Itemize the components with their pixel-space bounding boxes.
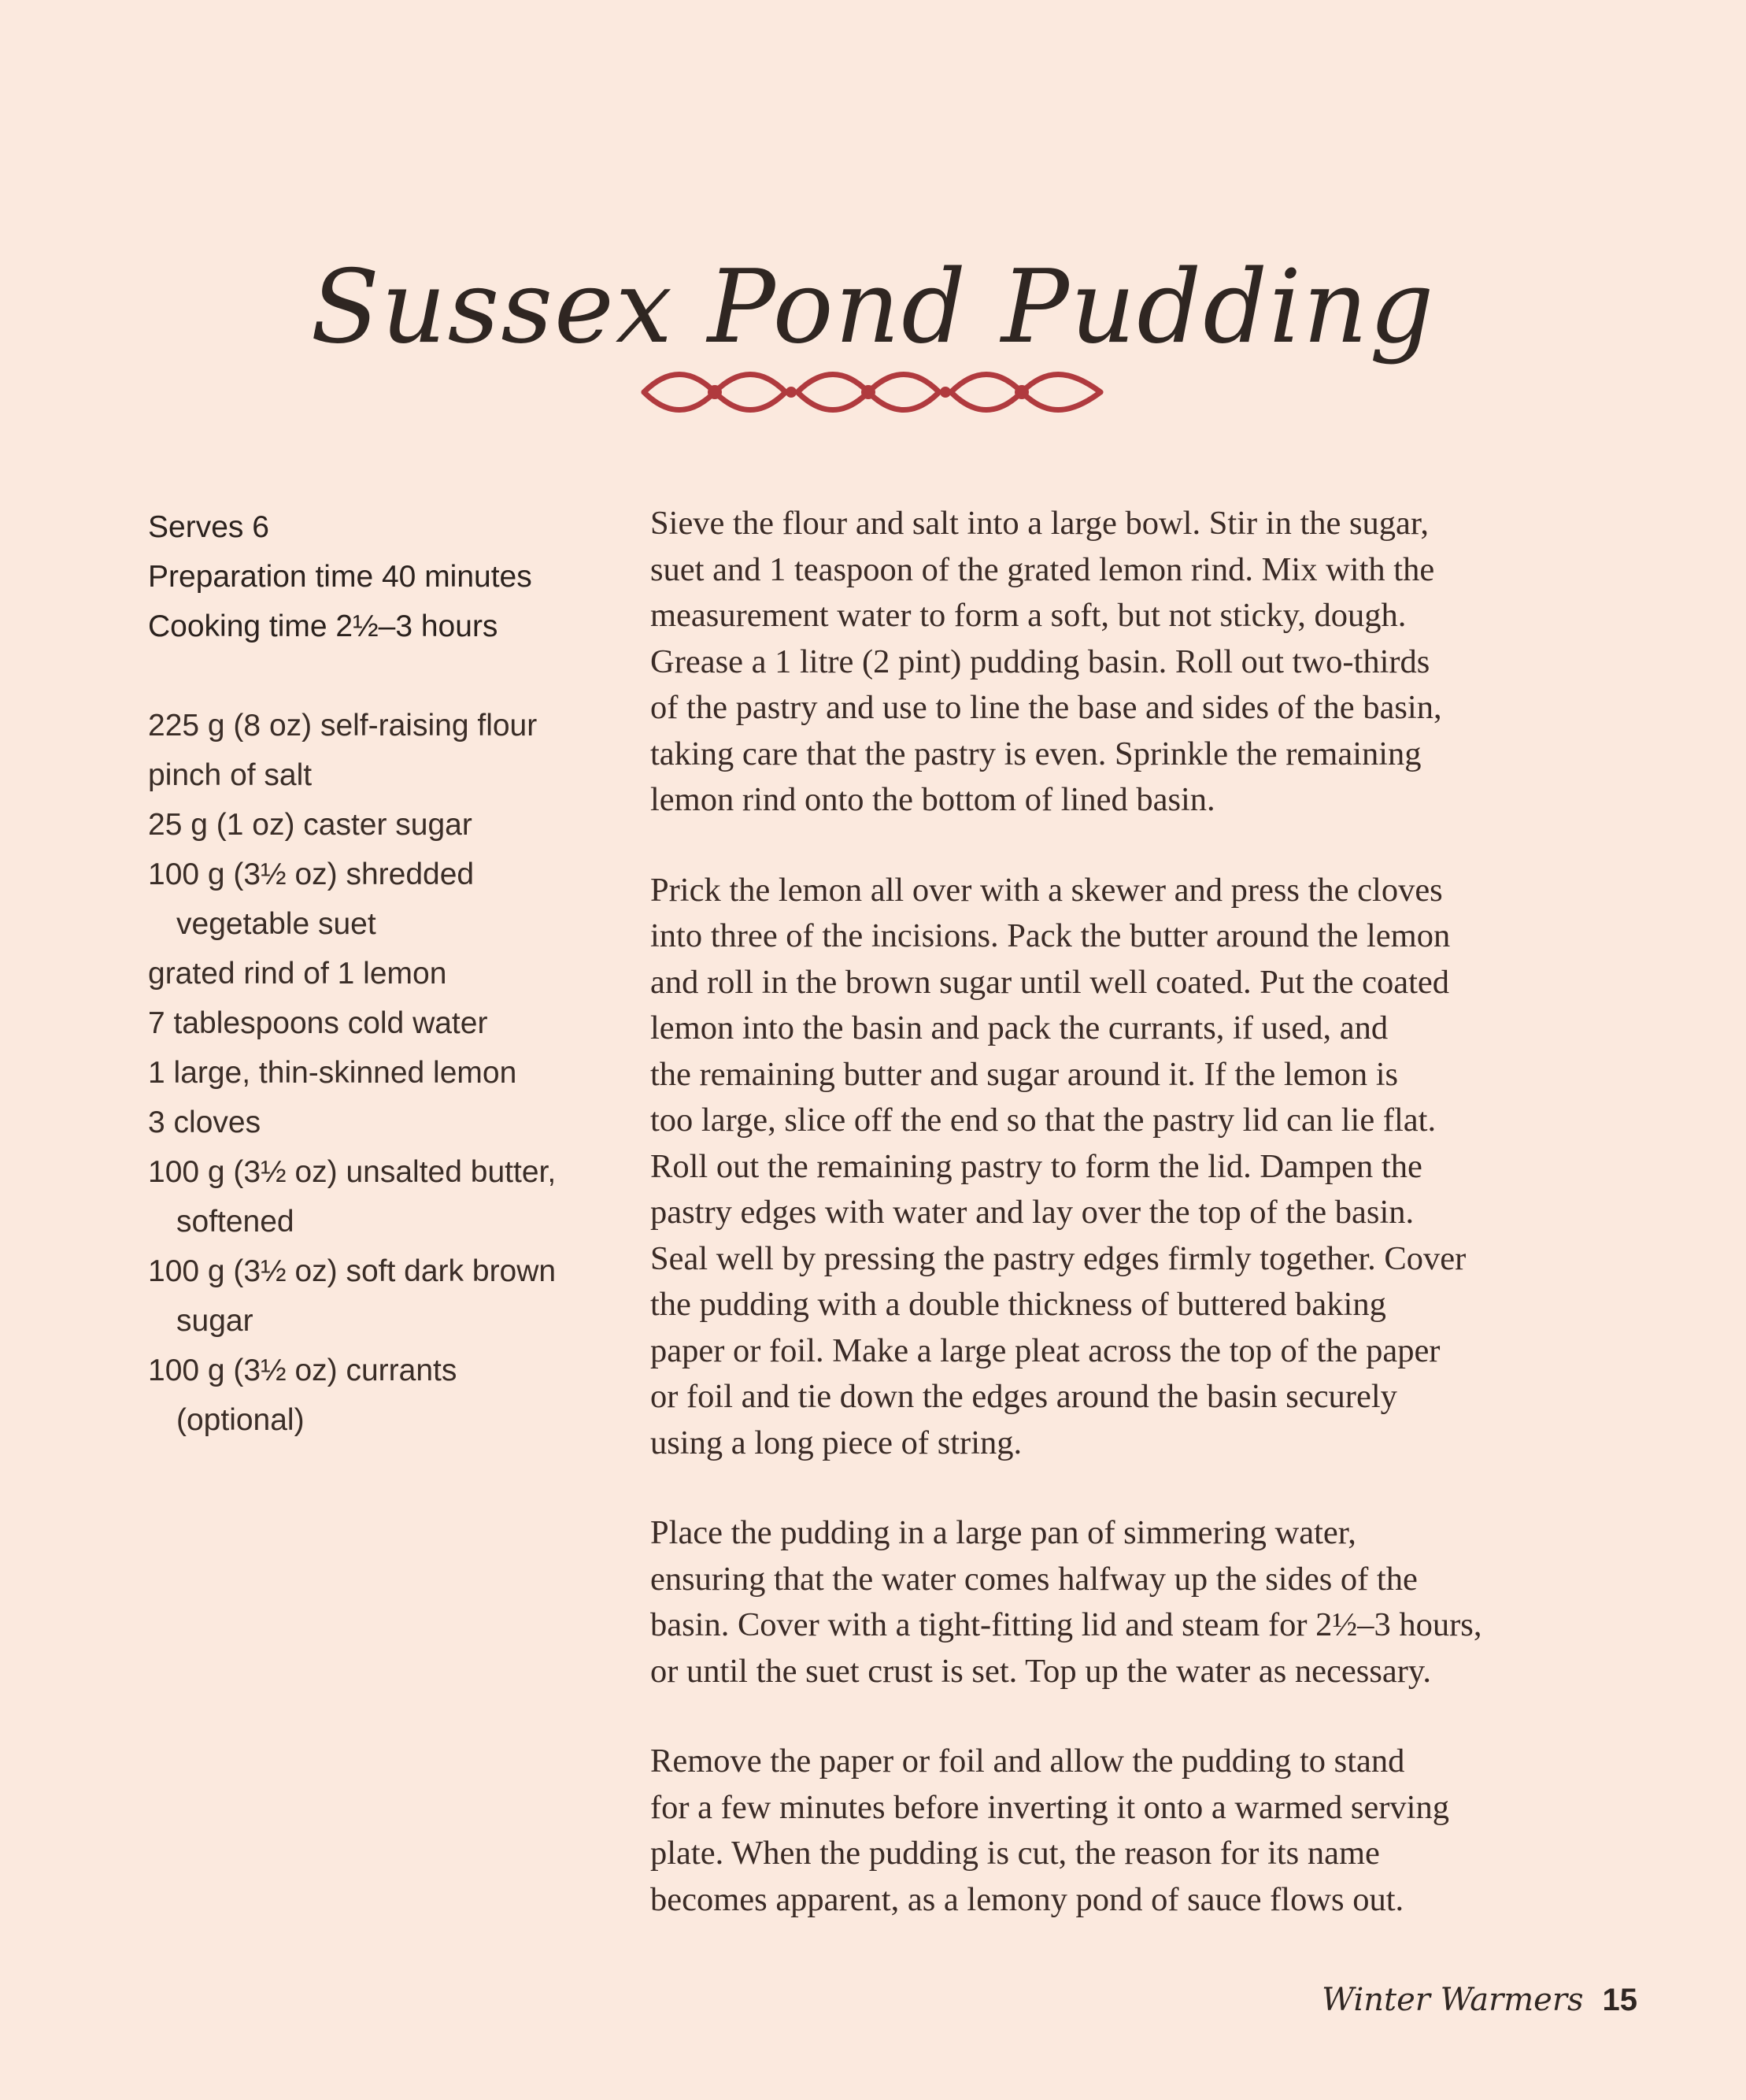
prep-time-text: Preparation time 40 minutes xyxy=(148,560,532,594)
method-paragraph: Prick the lemon all over with a skewer and press the cloves into three of the incisions. Pack the butter around the lemon and roll in the brown sugar until well coated. Put the coated lemon into the basin and pack the currants, if used, and the remaining butter and sugar around it. If the lemon is too large, slice off the end so that the pastry lid can lie flat. Roll out the remaining pastry to form the lid. Dampen the pastry edges with water and lay over the top of the basin. Seal well by pressing the pastry edges firmly together. Cover the pudding with a double thickness of buttered baking paper or foil. Make a large pleat across the top of the paper or foil and tie down the edges around the basin securely using a long piece of string. xyxy=(650,871,1467,1461)
ingredient-item: 225 g (8 oz) self-raising flour xyxy=(148,709,538,743)
method-text xyxy=(650,501,1611,1967)
cook-time-text: Cooking time 2½–3 hours xyxy=(148,609,498,643)
ingredients-list xyxy=(148,701,620,1445)
method-paragraph: Remove the paper or foil and allow the pudding to stand for a few minutes before inverting it onto a warmed serving plate. When the pudding is cut, the reason for its name becomes apparent, as a lemony pond of sauce flows out. xyxy=(650,1743,1449,1918)
ingredient-item: 7 tablespoons cold water xyxy=(148,1006,488,1040)
ingredient-item: 1 large, thin-skinned lemon xyxy=(148,1056,517,1090)
recipe-meta xyxy=(148,502,605,651)
method-paragraph: Place the pudding in a large pan of simmering water, ensuring that the water comes halfway up the sides of the basin. Cover with a tight-fitting lid and steam for 2½–3 hours, or until the suet crust is set. Top up the water as necessary. xyxy=(650,1514,1482,1690)
ingredient-item: 100 g (3½ oz) shredded vegetable suet xyxy=(148,857,475,941)
page-number: 15 xyxy=(1602,1983,1637,2017)
ingredient-item: 100 g (3½ oz) unsalted butter, softened xyxy=(148,1155,557,1239)
ingredient-item: 100 g (3½ oz) soft dark brown sugar xyxy=(148,1254,557,1338)
serves-text: Serves 6 xyxy=(148,510,269,544)
ingredient-item: 3 cloves xyxy=(148,1106,261,1139)
decorative-ornament-icon xyxy=(636,361,1108,424)
method-paragraph: Sieve the flour and salt into a large bowl. Stir in the sugar, suet and 1 teaspoon of the grated lemon rind. Mix with the measurement water to form a soft, but not sticky, dough. Grease a 1 litre (2 pint) pudding basin. Roll out two-thirds of the pastry and use to line the base and sides of the basin, taking care that the pastry is even. Sprinkle the remaining lemon rind onto the bottom of lined basin. xyxy=(650,505,1442,818)
section-title: Winter Warmers xyxy=(1322,1982,1584,2018)
ingredient-item: pinch of salt xyxy=(148,758,313,792)
ingredient-item: 100 g (3½ oz) currants (optional) xyxy=(148,1354,457,1437)
ingredient-item: grated rind of 1 lemon xyxy=(148,957,447,991)
recipe-title: Sussex Pond Pudding xyxy=(310,248,1436,366)
page-footer xyxy=(1322,1981,1637,2018)
ingredient-item: 25 g (1 oz) caster sugar xyxy=(148,808,472,842)
